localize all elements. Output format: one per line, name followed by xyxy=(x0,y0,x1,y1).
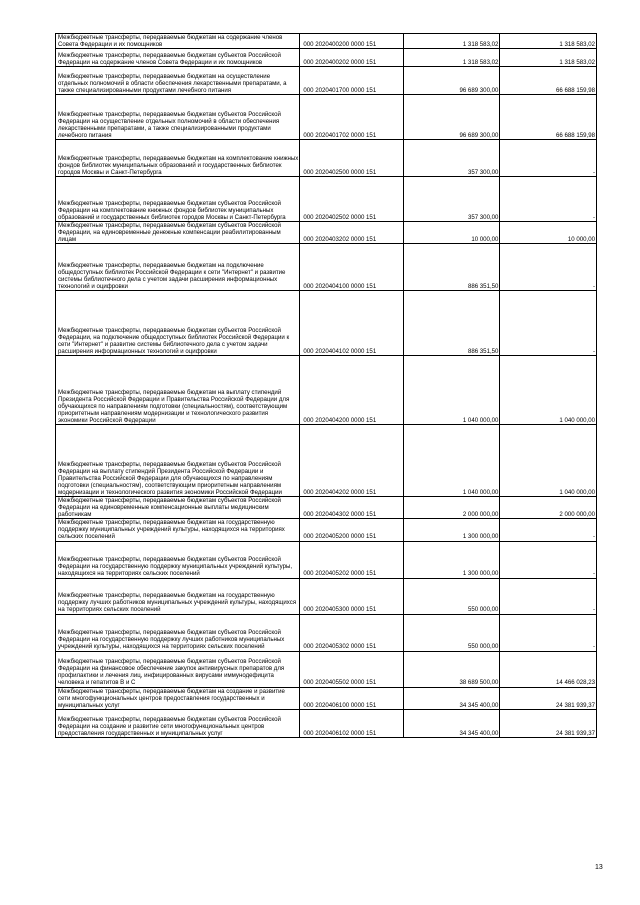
row-value-planned xyxy=(403,291,500,356)
row-value-planned xyxy=(403,425,500,497)
row-budget-code xyxy=(300,519,404,541)
row-description-text: Межбюджетные трансферты, передаваемые бюджетам субъектов Российской Федерации на комплектование книжных фондов библиотек муниципальных образований и государственных библиотек городов Москвы и Санкт-Петербурга xyxy=(58,199,286,222)
table-row xyxy=(56,177,597,222)
row-value-executed xyxy=(500,687,597,709)
table-row xyxy=(56,95,597,140)
row-value-executed-text: - xyxy=(592,643,595,651)
row-description xyxy=(56,95,300,140)
row-budget-code-text: 000 2020404302 0000 151 xyxy=(303,511,377,519)
row-description xyxy=(56,67,300,95)
row-value-planned-text: 96 689 300,00 xyxy=(459,132,499,140)
row-value-executed-text: 1 040 000,00 xyxy=(559,489,595,497)
row-description-text: Межбюджетные трансферты, передаваемые бюджетам субъектов Российской Федерации на осуществление отдельных полномочий в области обеспечения лекарственными препаратами, а также специализированными продуктами лечебного питания xyxy=(58,110,281,140)
row-description-text: Межбюджетные трансферты, передаваемые бюджетам на выплату стипендий Президента Российской Федерации и Правительства Российской Федерации для обучающихся по направлениям подготовки (специальностям), соответствующим приоритетным направлениям модернизации и технологического развития экономики Российской Федерации xyxy=(58,389,290,425)
row-description-text: Межбюджетные трансферты, передаваемые бюджетам субъектов Российской Федерации на государственную поддержку лучших работников муниципальных учреждений культуры, находящихся на территориях сельских поселений xyxy=(58,629,285,651)
row-budget-code-text: 000 2020400200 0000 151 xyxy=(303,41,377,49)
table-row xyxy=(56,34,597,49)
row-description-text: Межбюджетные трансферты, передаваемые бюджетам субъектов Российской Федерации на выплату стипендий Президента Российской Федерации и Правительства Российской Федерации для обучающихся по направлениям подготовки (специальностям), соответствующим приоритетным направлениям модернизации и технологического развития экономики Российской Федерации xyxy=(58,461,282,497)
row-value-planned xyxy=(403,140,500,177)
row-description-text: Межбюджетные трансферты, передаваемые бюджетам субъектов Российской Федерации, на единовременные денежные компенсации реабилитированным лицам xyxy=(58,222,281,244)
row-budget-code xyxy=(300,34,404,49)
row-description-text: Межбюджетные трансферты, передаваемые бюджетам на комплектование книжных фондов библиотек муниципальных образований и государственных библиотек городов Москвы и Санкт-Петербурга xyxy=(58,154,299,177)
row-description-text: Межбюджетные трансферты, передаваемые бюджетам на осуществление отдельных полномочий в области обеспечения лекарственными препаратами, а также специализированными продуктами лечебного питания xyxy=(58,72,287,95)
row-value-executed-text: 24 381 939,37 xyxy=(556,701,595,709)
row-value-planned xyxy=(403,687,500,709)
row-value-executed-text: 2 000 000,00 xyxy=(559,511,595,519)
row-budget-code xyxy=(300,95,404,140)
row-budget-code-text: 000 2020405302 0000 151 xyxy=(303,643,377,651)
table-row xyxy=(56,244,597,291)
row-value-executed xyxy=(500,541,597,578)
row-value-planned xyxy=(403,67,500,95)
row-budget-code xyxy=(300,356,404,425)
row-value-planned xyxy=(403,95,500,140)
row-budget-code-text: 000 2020401700 0000 151 xyxy=(303,87,377,95)
row-value-planned-text: 1 040 000,00 xyxy=(462,489,499,497)
row-budget-code xyxy=(300,425,404,497)
row-budget-code xyxy=(300,578,404,614)
row-value-planned xyxy=(403,356,500,425)
row-value-executed xyxy=(500,222,597,244)
row-value-planned-text: 34 345 400,00 xyxy=(459,729,499,737)
row-value-executed xyxy=(500,578,597,614)
row-value-planned xyxy=(403,34,500,49)
row-budget-code xyxy=(300,67,404,95)
row-description xyxy=(56,519,300,541)
row-value-executed-text: 1 318 583,02 xyxy=(559,59,595,67)
row-description xyxy=(56,709,300,737)
row-value-executed xyxy=(500,709,597,737)
row-value-planned-text: 1 318 583,02 xyxy=(462,59,499,67)
table-row xyxy=(56,425,597,497)
row-budget-code xyxy=(300,49,404,67)
row-budget-code xyxy=(300,709,404,737)
row-budget-code-text: 000 2020402500 0000 151 xyxy=(303,169,377,177)
row-value-executed xyxy=(500,356,597,425)
row-value-planned xyxy=(403,519,500,541)
row-value-executed xyxy=(500,519,597,541)
row-value-executed-text: - xyxy=(592,283,595,291)
row-value-executed-text: 1 040 000,00 xyxy=(559,417,595,425)
row-value-executed-text: - xyxy=(592,169,595,177)
row-value-executed xyxy=(500,49,597,67)
row-value-planned xyxy=(403,222,500,244)
row-description xyxy=(56,244,300,291)
row-budget-code xyxy=(300,140,404,177)
row-value-planned xyxy=(403,541,500,578)
table-row xyxy=(56,222,597,244)
row-value-planned-text: 1 300 000,00 xyxy=(462,570,499,578)
row-budget-code xyxy=(300,177,404,222)
row-value-planned-text: 550 000,00 xyxy=(467,606,499,614)
row-value-executed-text: - xyxy=(592,348,595,356)
row-value-executed-text: 10 000,00 xyxy=(567,236,595,244)
row-value-planned-text: 96 689 300,00 xyxy=(459,87,499,95)
budget-table xyxy=(55,33,597,738)
row-value-executed xyxy=(500,651,597,687)
row-value-planned-text: 886 351,50 xyxy=(467,283,499,291)
table-row xyxy=(56,67,597,95)
row-value-executed xyxy=(500,34,597,49)
row-value-planned-text: 1 040 000,00 xyxy=(462,417,499,425)
table-row xyxy=(56,140,597,177)
table-row xyxy=(56,614,597,651)
table-row xyxy=(56,578,597,614)
row-value-executed-text: - xyxy=(592,214,595,222)
row-budget-code-text: 000 2020401702 0000 151 xyxy=(303,132,377,140)
row-value-planned-text: 1 300 000,00 xyxy=(462,533,499,541)
row-description-text: Межбюджетные трансферты, передаваемые бюджетам на подключение общедоступных библиотек Российской Федерации к сети "Интернет" и развитие системы библиотечного дела с учетом задачи расширения информационных технологий и оцифровки xyxy=(58,262,286,291)
row-description xyxy=(56,177,300,222)
row-description xyxy=(56,291,300,356)
row-value-executed-text: 66 688 159,98 xyxy=(556,87,595,95)
row-description xyxy=(56,34,300,49)
row-budget-code-text: 000 2020403202 0000 151 xyxy=(303,236,377,244)
row-value-executed-text: - xyxy=(592,606,595,614)
row-budget-code-text: 000 2020404200 0000 151 xyxy=(303,417,377,425)
row-value-executed xyxy=(500,244,597,291)
row-description-text: Межбюджетные трансферты, передаваемые бюджетам субъектов Российской Федерации на содержание членов Совета Федерации и их помощников xyxy=(58,52,281,67)
row-value-executed-text: 14 466 028,23 xyxy=(556,679,595,687)
row-description-text: Межбюджетные трансферты, передаваемые бюджетам субъектов Российской Федерации, на подключение общедоступных библиотек Российской Федерации к сети "Интернет" и развитие системы библиотечного дела с учетом задачи расширения информационных технологий и оцифровки xyxy=(58,327,290,356)
table-row xyxy=(56,541,597,578)
row-value-executed xyxy=(500,614,597,651)
row-description-text: Межбюджетные трансферты, передаваемые бюджетам на содержание членов Совета Федерации и их помощников xyxy=(58,34,283,49)
row-budget-code-text: 000 2020406100 0000 151 xyxy=(303,701,377,709)
row-description-text: Межбюджетные трансферты, передаваемые бюджетам на государственную поддержку лучших работников муниципальных учреждений культуры, находящихся на территориях сельских поселений xyxy=(58,592,297,614)
row-value-executed-text: 66 688 159,98 xyxy=(556,132,595,140)
row-budget-code xyxy=(300,244,404,291)
row-value-executed xyxy=(500,291,597,356)
row-value-executed xyxy=(500,425,597,497)
row-description xyxy=(56,614,300,651)
row-value-planned xyxy=(403,177,500,222)
row-value-planned-text: 2 000 000,00 xyxy=(462,511,499,519)
row-value-planned xyxy=(403,614,500,651)
row-value-executed-text: - xyxy=(592,533,595,541)
row-value-executed xyxy=(500,177,597,222)
row-description xyxy=(56,49,300,67)
row-description-text: Межбюджетные трансферты, передаваемые бюджетам субъектов Российской Федерации на создание и развитие сети многофункциональных центров предоставления государственных и муниципальных услуг xyxy=(58,715,281,737)
row-value-executed xyxy=(500,497,597,519)
row-value-planned xyxy=(403,578,500,614)
row-description xyxy=(56,651,300,687)
row-value-planned-text: 1 318 583,02 xyxy=(462,41,499,49)
row-description xyxy=(56,425,300,497)
row-budget-code-text: 000 2020405300 0000 151 xyxy=(303,606,377,614)
row-value-executed xyxy=(500,95,597,140)
row-budget-code-text: 000 2020400202 0000 151 xyxy=(303,59,377,67)
row-budget-code-text: 000 2020405200 0000 151 xyxy=(303,533,377,541)
row-description xyxy=(56,222,300,244)
row-description-text: Межбюджетные трансферты, передаваемые бюджетам на государственную поддержку муниципальных учреждений культуры, находящихся на территориях сельских поселений xyxy=(58,519,285,541)
row-value-planned-text: 10 000,00 xyxy=(471,236,499,244)
row-value-executed xyxy=(500,140,597,177)
row-description xyxy=(56,687,300,709)
row-budget-code xyxy=(300,222,404,244)
row-value-executed-text: - xyxy=(592,570,595,578)
table-row xyxy=(56,687,597,709)
row-budget-code-text: 000 2020405502 0000 151 xyxy=(303,679,377,687)
row-budget-code xyxy=(300,541,404,578)
row-description xyxy=(56,497,300,519)
row-value-planned-text: 38 689 500,00 xyxy=(459,679,499,687)
row-value-planned xyxy=(403,651,500,687)
table-row xyxy=(56,651,597,687)
budget-table-body xyxy=(56,34,597,738)
table-row xyxy=(56,497,597,519)
row-value-planned-text: 550 000,00 xyxy=(467,643,499,651)
row-budget-code-text: 000 2020402502 0000 151 xyxy=(303,214,377,222)
row-budget-code xyxy=(300,614,404,651)
table-row xyxy=(56,519,597,541)
row-budget-code-text: 000 2020404102 0000 151 xyxy=(303,348,377,356)
row-description-text: Межбюджетные трансферты, передаваемые бюджетам субъектов Российской Федерации на государственную поддержку муниципальных учреждений культуры, находящихся на территориях сельских поселений xyxy=(58,556,293,578)
table-row xyxy=(56,291,597,356)
row-budget-code xyxy=(300,497,404,519)
row-budget-code-text: 000 2020404202 0000 151 xyxy=(303,489,377,497)
row-value-planned xyxy=(403,244,500,291)
row-description-text: Межбюджетные трансферты, передаваемые бюджетам на создание и развитие сети многофункциональных центров предоставления государственных и муниципальных услуг xyxy=(58,687,285,709)
row-description-text: Межбюджетные трансферты, передаваемые бюджетам субъектов Российской Федерации на единовременные компенсационные выплаты медицинским работникам xyxy=(58,497,281,519)
row-budget-code-text: 000 2020406102 0000 151 xyxy=(303,729,377,737)
row-description xyxy=(56,541,300,578)
page-number: 13 xyxy=(595,864,603,871)
row-value-executed-text: 1 318 583,02 xyxy=(559,41,595,49)
row-value-planned-text: 357 300,00 xyxy=(467,169,499,177)
row-value-executed xyxy=(500,67,597,95)
row-budget-code xyxy=(300,651,404,687)
table-row xyxy=(56,356,597,425)
row-description xyxy=(56,356,300,425)
row-description xyxy=(56,578,300,614)
row-budget-code xyxy=(300,291,404,356)
row-description xyxy=(56,140,300,177)
row-value-executed-text: 24 381 939,37 xyxy=(556,729,595,737)
row-description-text: Межбюджетные трансферты, передаваемые бюджетам субъектов Российской Федерации на финансовое обеспечение закупок антивирусных препаратов для профилактики и лечения лиц, инфицированных вирусами иммунодефицита человека и гепатитов B и C xyxy=(58,658,285,687)
table-row xyxy=(56,709,597,737)
row-value-planned xyxy=(403,709,500,737)
row-value-planned xyxy=(403,49,500,67)
table-row xyxy=(56,49,597,67)
row-budget-code-text: 000 2020404100 0000 151 xyxy=(303,283,377,291)
row-value-planned-text: 886 351,50 xyxy=(467,348,499,356)
row-value-planned-text: 34 345 400,00 xyxy=(459,701,499,709)
row-budget-code-text: 000 2020405202 0000 151 xyxy=(303,570,377,578)
row-value-planned xyxy=(403,497,500,519)
row-value-planned-text: 357 300,00 xyxy=(467,214,499,222)
row-budget-code xyxy=(300,687,404,709)
